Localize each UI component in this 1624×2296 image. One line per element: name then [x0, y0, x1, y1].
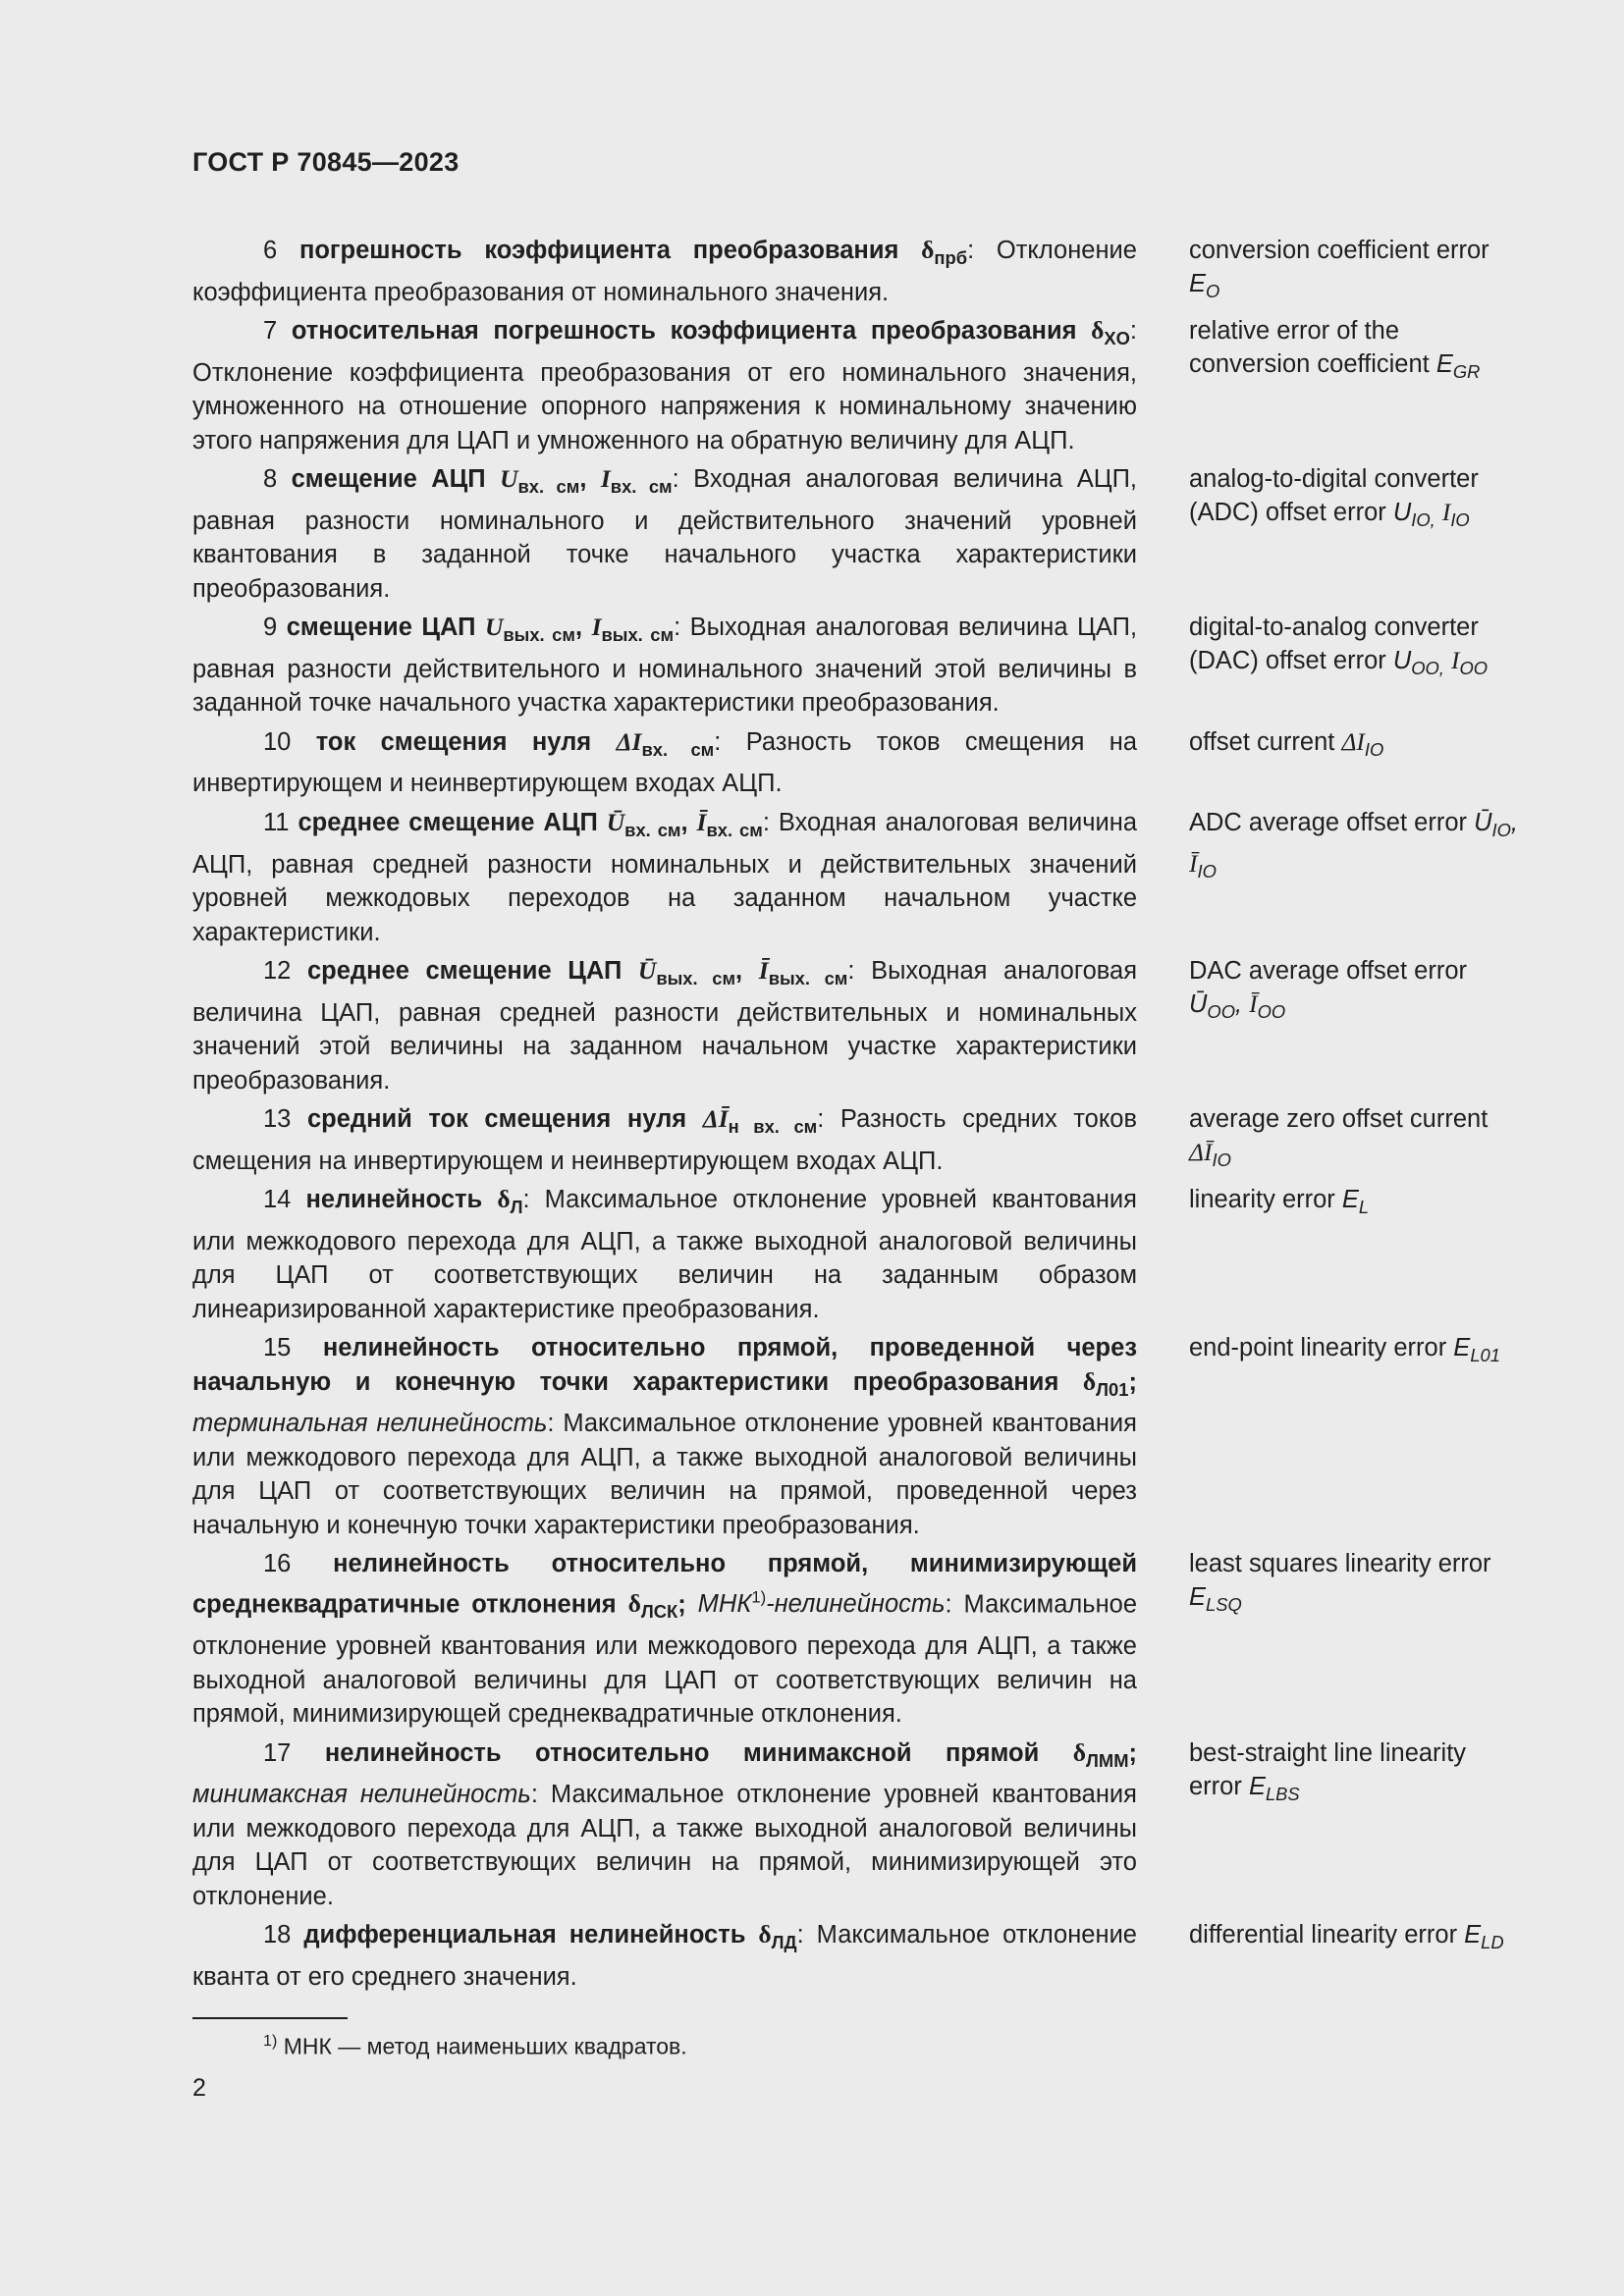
term-name: нелинейность относительно минимаксной прямой	[324, 1738, 1040, 1767]
term-entry-14	[192, 1183, 1518, 1326]
footnote-divider	[192, 2017, 348, 2019]
term-name: относительная погрешность коэффициента преобразования	[291, 317, 1077, 346]
document-header: ГОСТ Р 70845—2023	[192, 147, 460, 177]
term-definition-ru: 18 дифференциальная нелинейность $\delta_{ЛД}$: Максимальное отклонение кванта от его среднего значения.	[192, 1920, 1137, 1991]
term-name: среднее смещение АЦП	[298, 808, 598, 836]
term-name: смещение ЦАП	[286, 614, 476, 642]
term-name: нелинейность относительно прямой, минимизирующей среднеквадратичные отклонения	[192, 1550, 1137, 1619]
footnote	[263, 2032, 687, 2060]
term-definition-ru: 7 относительная погрешность коэффициента преобразования $\delta_{XO}$: Отклонение коэффициента преобразования от его номинального значения, умноженного на отношение опорного напряжения к номинальному значению этого напряжения для ЦАП и умноженного на обратную величину для АЦП.	[192, 316, 1137, 454]
term-definition-ru: 15 нелинейность относительно прямой, проведенной через начальную и конечную точки характеристики преобразования $\delta_{Л01}$; терминальная нелинейность: Максимальное отклонение уровней квантования или межкодового перехода для АЦП, а также выходной аналоговой величины для ЦАП от соответствующих величин на прямой, проведенной через начальную и конечную точки характеристики преобразования.	[192, 1334, 1137, 1539]
term-name: нелинейность относительно прямой, проведенной через начальную и конечную точки характеристики преобразования	[192, 1334, 1137, 1396]
term-symbol: $\Delta I_{вх. см}$	[616, 726, 715, 760]
term-name: среднее смещение ЦАП	[306, 957, 623, 986]
term-definition-ru: 12 среднее смещение ЦАП $Ū_{вых. см}$, $Ī_{вых. см}$: Выходная аналоговая величина ЦАП, равная средней разности действительных и номинальных значений этой величины на заданном начальном участке характеристики преобразования.	[192, 956, 1138, 1095]
term-entry-16	[192, 1547, 1518, 1731]
term-symbol-2: $I_{вых. см}$	[591, 613, 675, 646]
definition-text: : Максимальное отклонение уровней квантования или межкодового перехода для АЦП, а также выходной аналоговой величины для ЦАП от соответствующих величин на прямой, минимизирующей это отклонение.	[192, 1781, 1137, 1910]
term-entry-17	[192, 1736, 1518, 1914]
definition-text: : Отклонение коэффициента преобразования от номинального значения.	[192, 237, 1137, 306]
term-symbol-2: $Ī_{вх. см}$	[696, 807, 763, 841]
term-equivalent-en: linearity error $E_L$	[1189, 1186, 1370, 1218]
term-definition-ru: 10 ток смещения нуля $\Delta I_{вх. см}$: Разность токов смещения на инвертирующем и неинвертирующем входах АЦП.	[192, 726, 1138, 798]
term-equivalent-en: average zero offset current $\Delta Ī_{IO}$	[1189, 1105, 1489, 1171]
definition-text: : Выходная аналоговая величина ЦАП, равная разности действительного и номинального значений этой величины в заданной точке начального участка характеристики преобразования.	[192, 614, 1138, 718]
term-entry-11	[192, 806, 1518, 949]
term-equivalent-en: best-straight line linearity error $E_{LBS}$	[1189, 1738, 1467, 1804]
page-number: 2	[192, 2074, 206, 2102]
definition-text: : Входная аналоговая величина АЦП, равная средней разности номинальных и действительных значений уровней межкодовых переходов на заданном начальном участке характеристики.	[192, 808, 1137, 946]
term-equivalent-en: ADC average offset error $Ū_{IO}$, $Ī_{IO}$	[1189, 808, 1518, 882]
footnote-ref[interactable]: 1)	[751, 1587, 767, 1607]
term-equivalent-en: relative error of the conversion coefficient $E_{GR}$	[1189, 317, 1481, 383]
term-name: нелинейность	[305, 1186, 483, 1214]
definition-text: : Максимальное отклонение уровней квантования или межкодового перехода для АЦП, а также выходной аналоговой величины для ЦАП от соответствующих величин на заданным образом линеаризированной характеристике преобразования.	[192, 1186, 1137, 1323]
term-equivalent-en: least squares linearity error $E_{LSQ}$	[1189, 1550, 1491, 1616]
term-synonym: минимаксная нелинейность	[192, 1781, 531, 1809]
definition-text: : Разность средних токов смещения на инвертирующем и неинвертирующем входах АЦП.	[192, 1105, 1137, 1175]
term-entry-15	[192, 1331, 1518, 1542]
term-equivalent-en: end-point linearity error $E_{L01}$	[1189, 1334, 1500, 1366]
definition-text: : Отклонение коэффициента преобразования от его номинального значения, умноженного на отношение опорного напряжения к номинальному значению этого напряжения для ЦАП и умноженного на обратную величину для АЦП.	[192, 317, 1137, 454]
term-synonym: МНК$^{1)}$-нелинейность	[697, 1587, 946, 1619]
definition-text: : Максимальное отклонение кванта от его среднего значения.	[192, 1921, 1137, 1991]
term-symbol: $\delta_{Л01}$	[1082, 1366, 1129, 1400]
term-symbol: $Ū_{вых. см}$	[637, 956, 736, 989]
term-symbol-2: $I_{вх. см}$	[600, 464, 673, 498]
term-symbol: $U_{вых. см}$	[484, 613, 575, 646]
term-symbol: $\Delta Ī_{н вх. см}$	[702, 1104, 818, 1138]
term-name: погрешность коэффициента преобразования	[298, 237, 899, 264]
term-definition-ru: 6 погрешность коэффициента преобразования $\delta_{прб}$: Отклонение коэффициента преобразования от номинального значения.	[192, 236, 1137, 306]
definition-text: : Выходная аналоговая величина ЦАП, равная средней разности действительных и номинальных значений этой величины на заданном начальном участке характеристики преобразования.	[192, 957, 1138, 1095]
term-entry-9	[192, 611, 1518, 721]
term-name: средний ток смещения нуля	[306, 1105, 687, 1134]
term-equivalent-en: differential linearity error $E_{LD}$	[1189, 1921, 1504, 1953]
term-symbol: $\delta_{XO}$	[1091, 316, 1130, 349]
term-name: дифференциальная нелинейность	[303, 1921, 746, 1949]
term-definition-ru: 17 нелинейность относительно минимаксной прямой $\delta_{ЛММ}$; минимаксная нелинейность: Максимальное отклонение уровней квантования или межкодового перехода для АЦП, а также выходной аналоговой величины для ЦАП от соответствующих величин на прямой, минимизирующей это отклонение.	[192, 1737, 1137, 1910]
footnote-mark: 1)	[263, 2032, 278, 2050]
term-definition-ru: 9 смещение ЦАП $U_{вых. см}$, $I_{вых. см}$: Выходная аналоговая величина ЦАП, равная разности действительного и номинального значений этой величины в заданной точке начального участка характеристики преобразования.	[192, 613, 1138, 718]
term-entry-18	[192, 1918, 1518, 1994]
term-entry-12	[192, 954, 1518, 1097]
term-name: смещение АЦП	[291, 465, 486, 494]
definition-text: : Входная аналоговая величина АЦП, равная разности номинального и действительного значений уровней квантования в заданной точке начального участка характеристики преобразования.	[192, 465, 1137, 603]
terms-list	[192, 234, 1518, 1999]
term-symbol: $\delta_{прб}$	[921, 236, 968, 269]
definition-text: : Максимальное отклонение уровней квантования или межкодового перехода для АЦП, а также выходной аналоговой величины для ЦАП от соответствующих величин на прямой, минимизирующей среднеквадратичные отклонения.	[192, 1590, 1138, 1729]
term-entry-7	[192, 314, 1518, 457]
term-equivalent-en: offset current $\Delta I_{IO}$	[1189, 726, 1384, 760]
term-definition-ru: 16 нелинейность относительно прямой, минимизирующей среднеквадратичные отклонения $\delta_{ЛСК}$; МНК$^{1)}$-нелинейность: Максимальное отклонение уровней квантования или межкодового перехода для АЦП, а также выходной аналоговой величины для ЦАП от соответствующих величин на прямой, минимизирующей среднеквадратичные отклонения.	[192, 1550, 1138, 1729]
term-entry-8	[192, 462, 1518, 606]
term-equivalent-en: digital-to-analog converter (DAC) offset error $U_{OO,}$ $I_{OO}$	[1189, 614, 1489, 679]
term-definition-ru: 14 нелинейность $\delta_Л$: Максимальное отклонение уровней квантования или межкодового перехода для АЦП, а также выходной аналоговой величины для ЦАП от соответствующих величин на заданным образом линеаризированной характеристике преобразования.	[192, 1185, 1137, 1323]
term-symbol: $Ū_{вх. см}$	[606, 807, 681, 841]
term-definition-ru: 13 средний ток смещения нуля $\Delta Ī_{н вх. см}$: Разность средних токов смещения на инвертирующем и неинвертирующем входах АЦП.	[192, 1104, 1137, 1175]
term-entry-10	[192, 725, 1518, 801]
footnote-text: МНК — метод наименьших квадратов.	[277, 2033, 687, 2059]
term-equivalent-en: conversion coefficient error $E_O$	[1189, 237, 1489, 302]
term-name: ток смещения нуля	[315, 727, 592, 756]
definition-text: : Максимальное отклонение уровней квантования или межкодового перехода для АЦП, а также выходной аналоговой величины для ЦАП от соответствующих величин на прямой, проведенной через начальную и конечную точки характеристики преобразования.	[192, 1410, 1137, 1539]
term-equivalent-en: analog-to-digital converter (ADC) offset error $U_{IO,}$ $I_{IO}$	[1189, 465, 1479, 531]
term-symbol-2: $Ī_{вых. см}$	[758, 956, 848, 989]
term-equivalent-en: DAC average offset error $Ū_{OO}$, $Ī_{OO}$	[1189, 957, 1467, 1023]
term-symbol: $\delta_{ЛММ}$	[1072, 1737, 1129, 1771]
term-symbol: $U_{вх. см}$	[500, 464, 580, 498]
term-synonym: терминальная нелинейность	[192, 1410, 548, 1438]
term-definition-ru: 8 смещение АЦП $U_{вх. см}$, $I_{вх. см}$: Входная аналоговая величина АЦП, равная разности номинального и действительного значений уровней квантования в заданной точке начального участка характеристики преобразования.	[192, 464, 1137, 603]
term-entry-13	[192, 1102, 1518, 1178]
term-definition-ru: 11 среднее смещение АЦП $Ū_{вх. см}$, $Ī_{вх. см}$: Входная аналоговая величина АЦП, равная средней разности номинальных и действительных значений уровней межкодовых переходов на заданном начальном участке характеристики.	[192, 807, 1137, 946]
definition-text: : Разность токов смещения на инвертирующем и неинвертирующем входах АЦП.	[192, 727, 1138, 798]
term-symbol: $\delta_Л$	[497, 1185, 523, 1218]
term-symbol: $\delta_{ЛД}$	[758, 1920, 797, 1953]
term-symbol: $\delta_{ЛСК}$	[627, 1589, 678, 1623]
term-entry-6	[192, 234, 1518, 309]
